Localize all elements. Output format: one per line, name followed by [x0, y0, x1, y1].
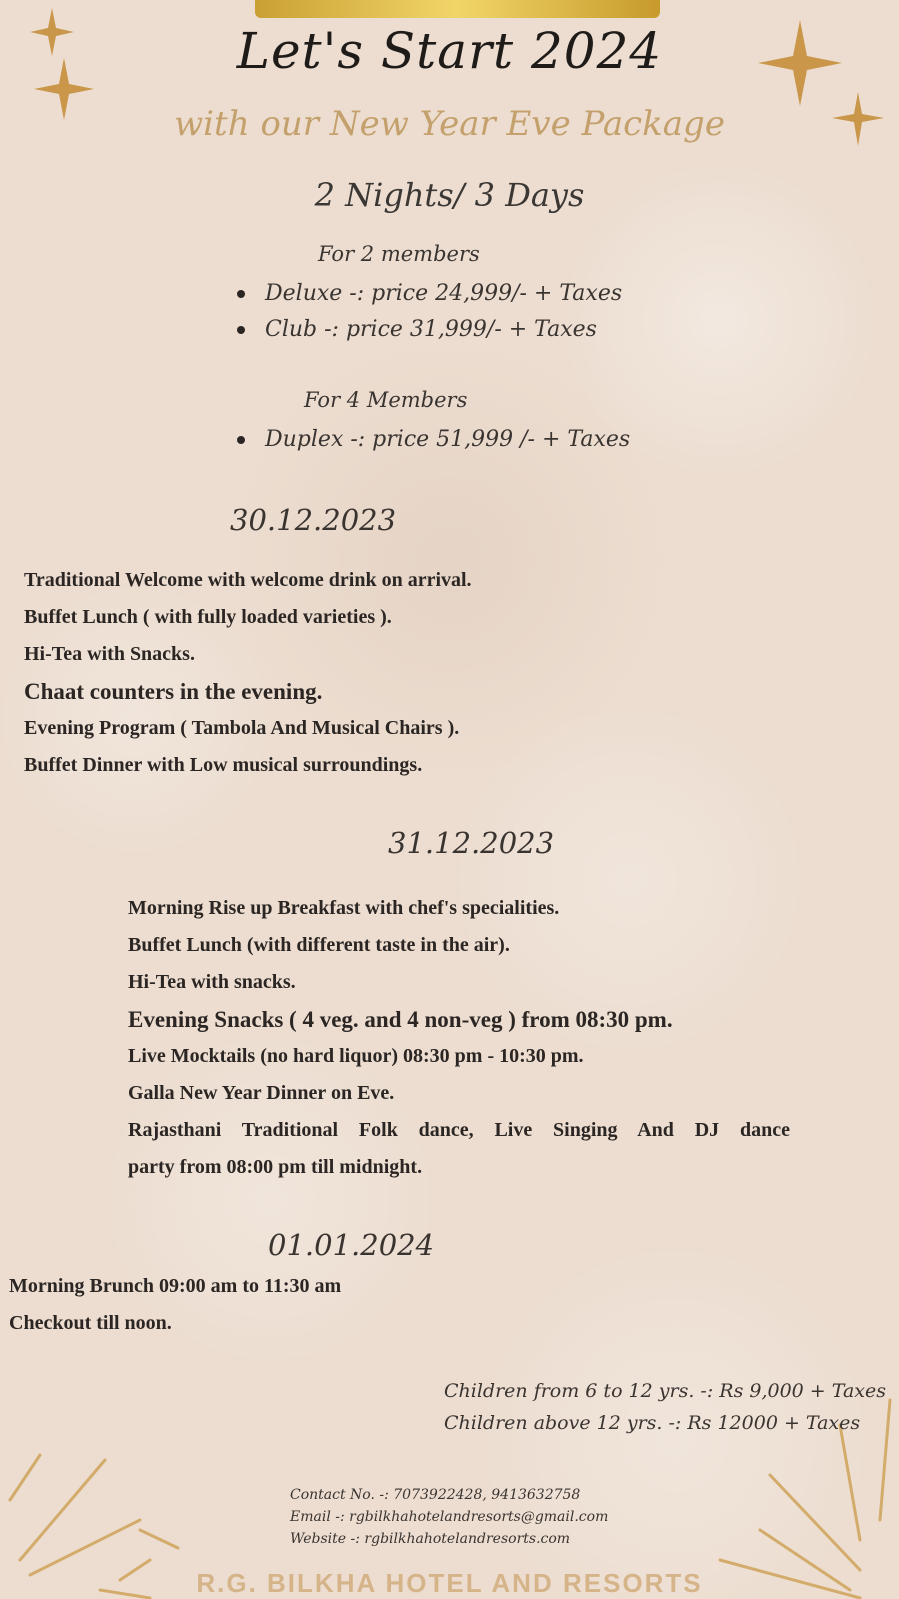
itinerary-item: Traditional Welcome with welcome drink on arrival. — [24, 569, 472, 591]
price-item-duplex: Duplex -: price 51,999 /- + Taxes — [237, 422, 630, 458]
contact-block — [290, 1484, 608, 1550]
itinerary-item: Live Mocktails (no hard liquor) 08:30 pm - 10:30 pm. — [128, 1045, 584, 1067]
day-1-itinerary — [24, 562, 472, 784]
itinerary-item: Rajasthani Traditional Folk dance, Live Singing And DJ dance — [128, 1119, 790, 1141]
children-pricing — [444, 1375, 886, 1439]
itinerary-item: party from 08:00 pm till midnight. — [128, 1156, 423, 1178]
itinerary-item: Hi-Tea with snacks. — [128, 971, 296, 993]
four-members-price-list — [237, 422, 630, 458]
itinerary-item: Morning Rise up Breakfast with chef's specialities. — [128, 897, 560, 919]
children-price-item: Children above 12 yrs. -: Rs 12000 + Taxes — [444, 1412, 861, 1434]
bullet-icon — [237, 436, 245, 444]
price-item-deluxe: Deluxe -: price 24,999/- + Taxes — [237, 276, 622, 312]
day-2-date: 31.12.2023 — [388, 826, 555, 860]
day-3-date: 01.01.2024 — [268, 1228, 435, 1262]
day-2-itinerary — [128, 890, 790, 1186]
contact-website: Website -: rgbilkhahotelandresorts.com — [290, 1531, 571, 1547]
itinerary-item: Buffet Lunch (with different taste in the air). — [128, 934, 510, 956]
day-3-itinerary — [9, 1268, 341, 1342]
price-item-club: Club -: price 31,999/- + Taxes — [237, 312, 622, 348]
day-1-date: 30.12.2023 — [230, 503, 397, 537]
contact-phone: Contact No. -: 7073922428, 9413632758 — [290, 1487, 581, 1503]
itinerary-item: Checkout till noon. — [9, 1312, 172, 1334]
itinerary-item: Buffet Lunch ( with fully loaded varieties ). — [24, 606, 392, 628]
itinerary-item: Morning Brunch 09:00 am to 11:30 am — [9, 1275, 342, 1297]
two-members-price-list — [237, 276, 622, 348]
bullet-icon — [237, 290, 245, 298]
children-price-item: Children from 6 to 12 yrs. -: Rs 9,000 + Taxes — [444, 1380, 886, 1402]
contact-email: Email -: rgbilkhahotelandresorts@gmail.com — [290, 1509, 609, 1525]
page-subtitle: with our New Year Eve Package — [174, 104, 725, 144]
itinerary-item: Evening Program ( Tambola And Musical Chairs ). — [24, 717, 460, 739]
package-duration: 2 Nights/ 3 Days — [314, 176, 585, 214]
page-title: Let's Start 2024 — [236, 22, 663, 80]
bullet-icon — [237, 326, 245, 334]
itinerary-item: Galla New Year Dinner on Eve. — [128, 1082, 395, 1104]
itinerary-item: Buffet Dinner with Low musical surroundings. — [24, 754, 423, 776]
itinerary-item: Hi-Tea with Snacks. — [24, 643, 195, 665]
itinerary-item: Evening Snacks ( 4 veg. and 4 non-veg ) from 08:30 pm. — [128, 1007, 673, 1032]
four-members-heading: For 4 Members — [304, 388, 468, 412]
hotel-name-footer: R.G. BILKHA HOTEL AND RESORTS — [196, 1568, 703, 1598]
itinerary-item: Chaat counters in the evening. — [24, 679, 323, 704]
two-members-heading: For 2 members — [318, 242, 480, 266]
